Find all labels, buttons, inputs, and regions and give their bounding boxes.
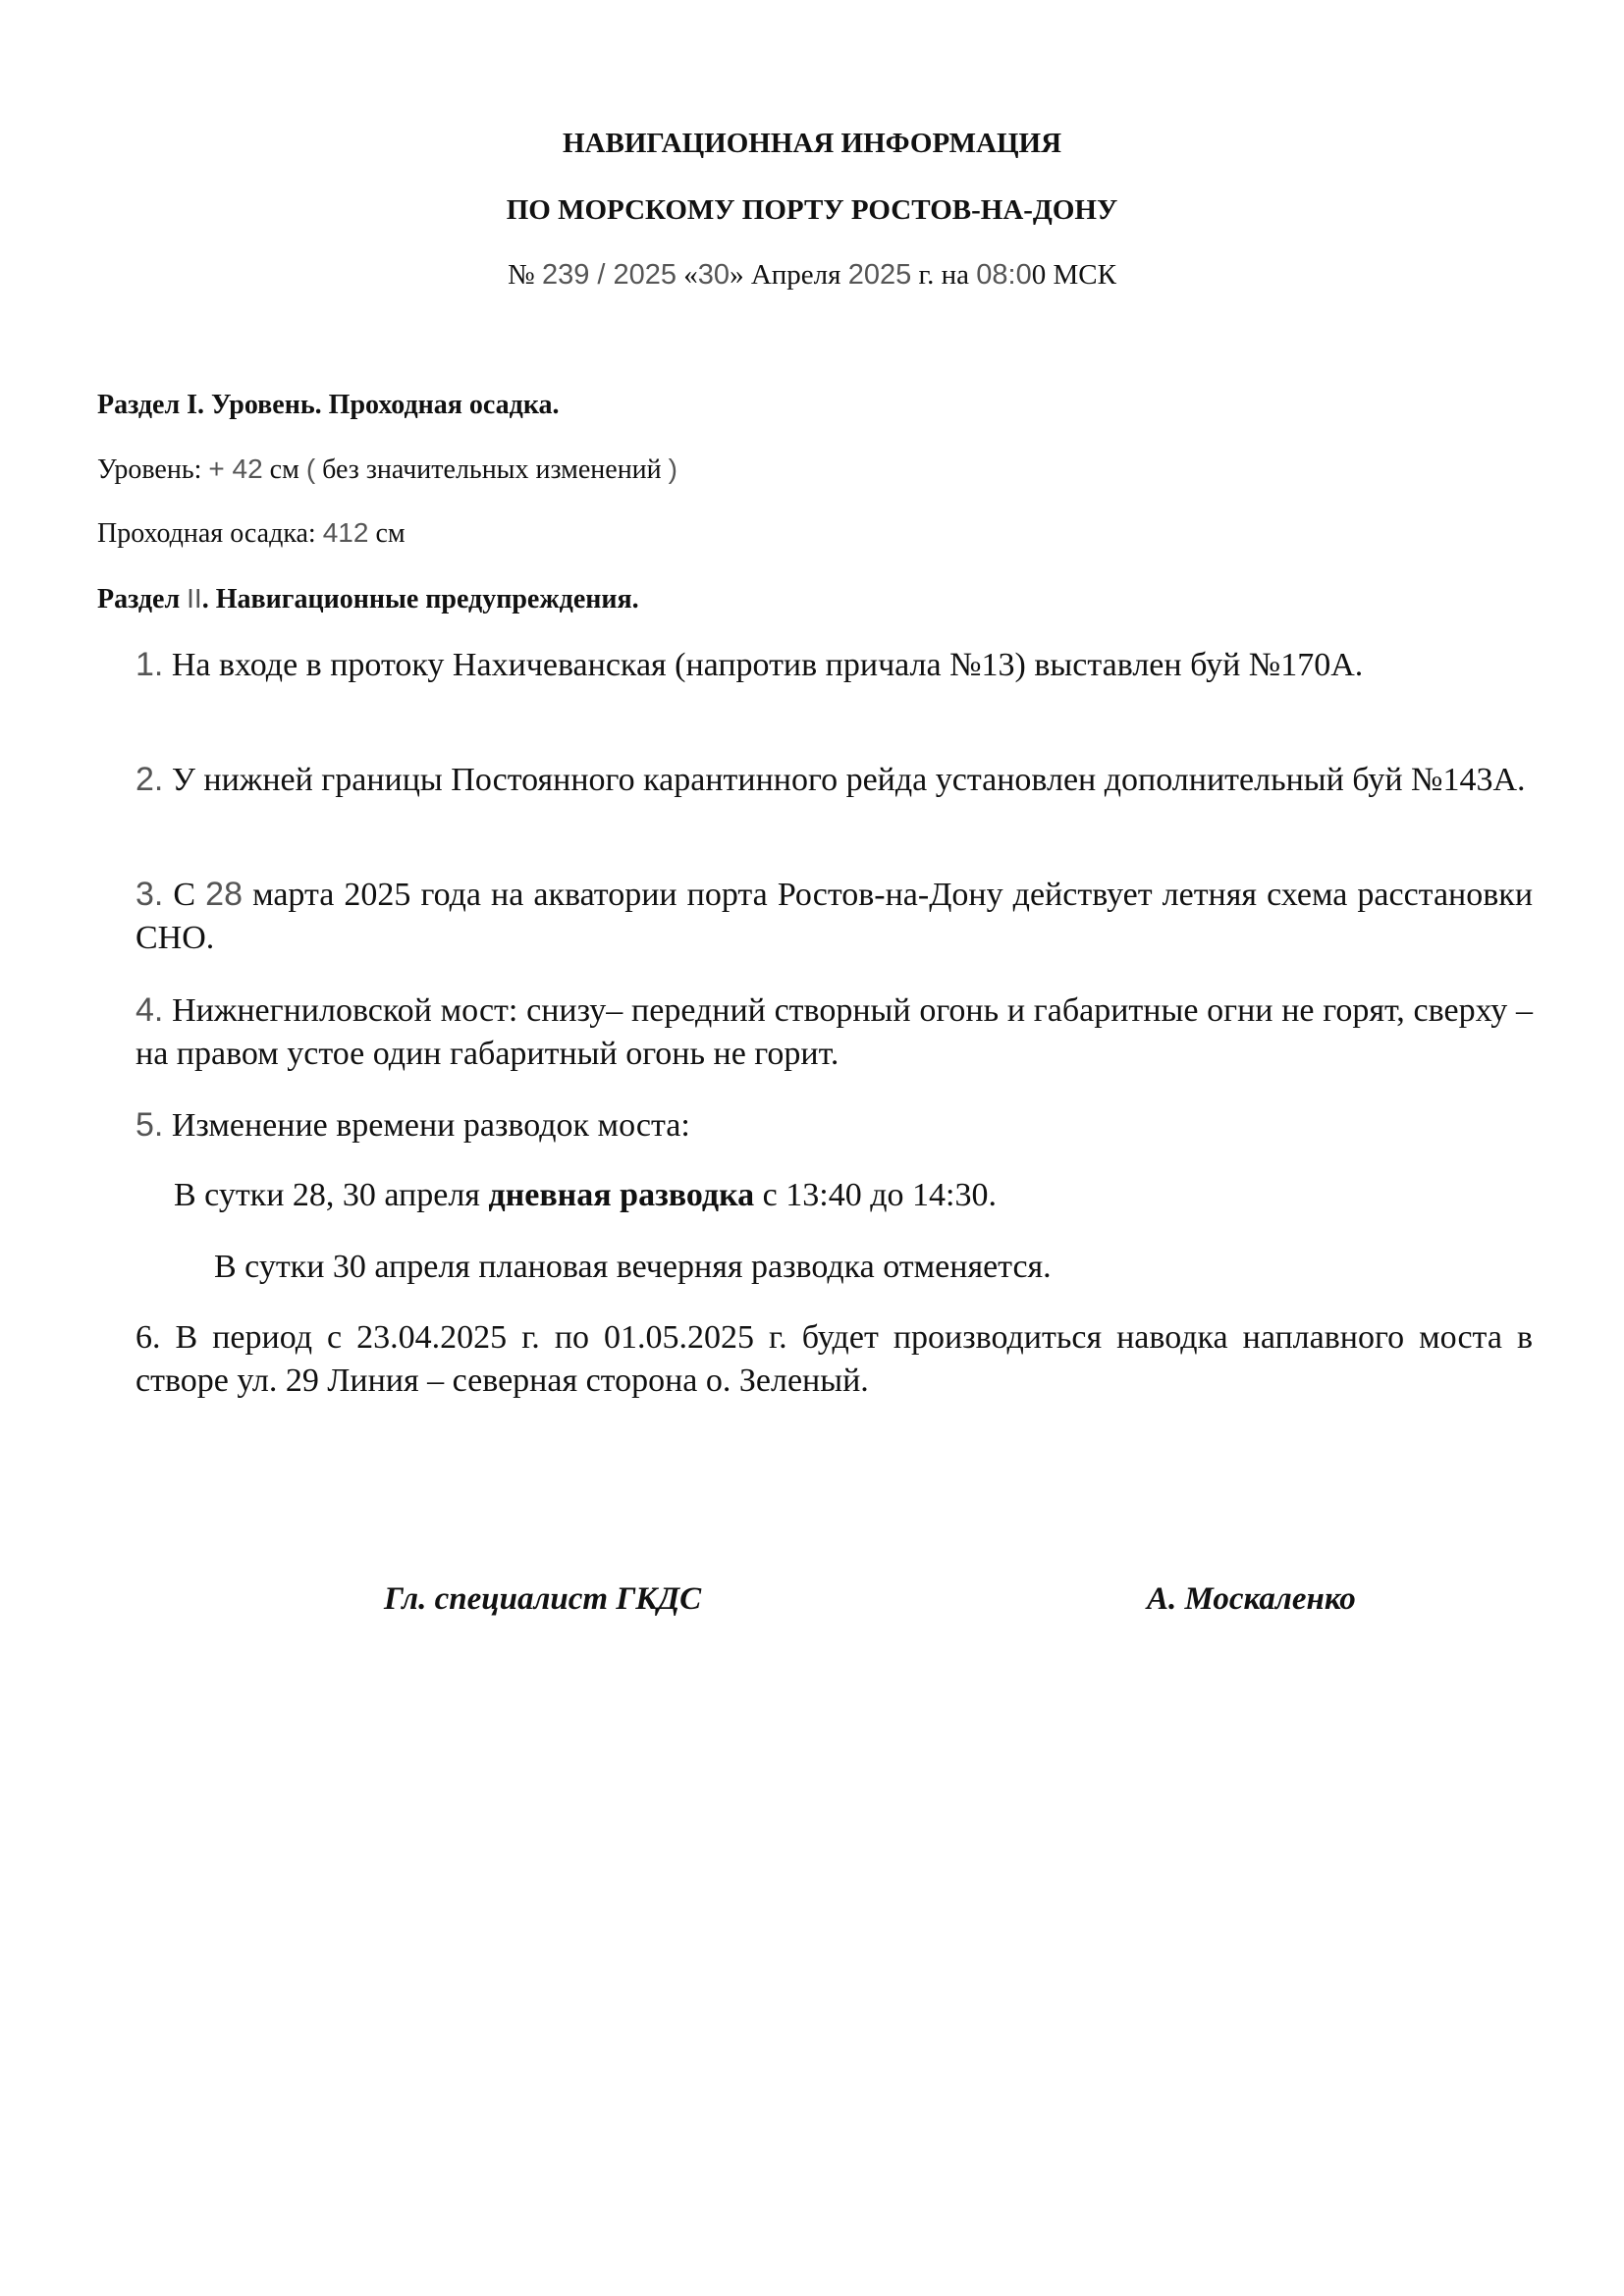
warning-item bbox=[135, 1316, 1533, 1403]
water-level-note: без значительных изменений bbox=[322, 454, 662, 485]
document-subtitle bbox=[0, 192, 1624, 228]
water-level-label: Уровень: bbox=[97, 454, 202, 485]
bridge-schedule-time: с 13:40 до 14:30. bbox=[762, 1177, 997, 1213]
warning-text-end: марта 2025 года на акватории порта Ростов-на-Дону действует летняя схема расстановки СНО. bbox=[135, 877, 1534, 956]
section-2-title-suffix: . Навигационные предупреждения. bbox=[201, 584, 639, 614]
section-2-title-prefix: Раздел bbox=[97, 584, 181, 614]
warning-text: В период с 23.04.2025 г. по 01.05.2025 г. будет производиться наводка наплавного моста в створе ул. 29 Линия – северная сторона о. Зеленый. bbox=[135, 1319, 1533, 1399]
day-quote-open: « bbox=[683, 259, 698, 291]
draft-line bbox=[97, 516, 406, 551]
document-number: 239 / 2025 bbox=[541, 259, 677, 291]
document-month: » Апреля bbox=[730, 259, 841, 291]
warning-number: 6. bbox=[135, 1319, 161, 1356]
warning-text: Нижнегниловской мост: снизу– передний створный огонь и габаритные огни не горят, сверху – на правом устое один габаритный огонь не горит. bbox=[135, 992, 1534, 1072]
warning-number: 4. bbox=[135, 991, 164, 1029]
draft-unit: см bbox=[375, 518, 406, 549]
water-level-line bbox=[97, 453, 677, 487]
draft-value: 412 bbox=[322, 517, 369, 548]
bridge-schedule-line bbox=[174, 1174, 1529, 1217]
warning-text: На входе в протоку Нахичеванская (напротив причала №13) выставлен буй №170А. bbox=[171, 647, 1364, 683]
water-level-value: + 42 bbox=[208, 454, 263, 484]
warning-item bbox=[135, 1103, 1533, 1148]
document-time-zone: 0 МСК bbox=[1031, 259, 1116, 291]
water-level-unit: см bbox=[269, 454, 299, 485]
section-1-title-text: Раздел I. Уровень. Проходная осадка. bbox=[97, 390, 560, 420]
level-note-close: ) bbox=[668, 454, 677, 484]
level-note-open: ( bbox=[305, 454, 316, 484]
warning-number: 3. bbox=[135, 876, 164, 913]
number-sign: № bbox=[508, 259, 535, 291]
warning-text-start: С bbox=[173, 877, 196, 913]
document-day: 30 bbox=[697, 259, 731, 291]
document-number-line bbox=[0, 257, 1624, 293]
signature-position bbox=[384, 1579, 701, 1619]
warning-date-number: 28 bbox=[205, 876, 243, 913]
warning-item bbox=[135, 988, 1533, 1076]
bridge-schedule-days: В сутки 28, 30 апреля bbox=[174, 1177, 480, 1213]
signature-name bbox=[1147, 1579, 1356, 1619]
draft-label: Проходная осадка: bbox=[97, 518, 316, 549]
section-2-numeral: II bbox=[187, 583, 202, 614]
warning-item bbox=[135, 643, 1533, 687]
signature-name-text: А. Москаленко bbox=[1147, 1581, 1356, 1617]
bridge-schedule-type: дневная разводка bbox=[488, 1177, 755, 1213]
document-year: 2025 bbox=[847, 259, 912, 291]
warning-number: 2. bbox=[135, 761, 164, 798]
bridge-cancel-text: В сутки 30 апреля плановая вечерняя разводка отменяется. bbox=[214, 1249, 1052, 1285]
document-time: 08:0 bbox=[976, 259, 1032, 291]
section-2-title bbox=[97, 582, 639, 616]
year-suffix: г. на bbox=[918, 259, 969, 291]
signature-position-text: Гл. специалист ГКДС bbox=[384, 1581, 702, 1617]
warning-item bbox=[135, 758, 1533, 802]
warning-text: Изменение времени разводок моста: bbox=[171, 1107, 690, 1144]
warning-number: 1. bbox=[135, 646, 164, 683]
warning-text: У нижней границы Постоянного карантинного рейда установлен дополнительный буй №143А. bbox=[171, 762, 1526, 798]
bridge-cancel-line bbox=[214, 1246, 1530, 1289]
warning-number: 5. bbox=[135, 1106, 164, 1144]
document-subtitle-text: ПО МОРСКОМУ ПОРТУ РОСТОВ-НА-ДОНУ bbox=[506, 194, 1118, 226]
warning-item bbox=[135, 873, 1533, 960]
document-title bbox=[0, 126, 1624, 161]
section-1-title bbox=[97, 389, 560, 422]
document-title-text: НАВИГАЦИОННАЯ ИНФОРМАЦИЯ bbox=[562, 128, 1062, 159]
